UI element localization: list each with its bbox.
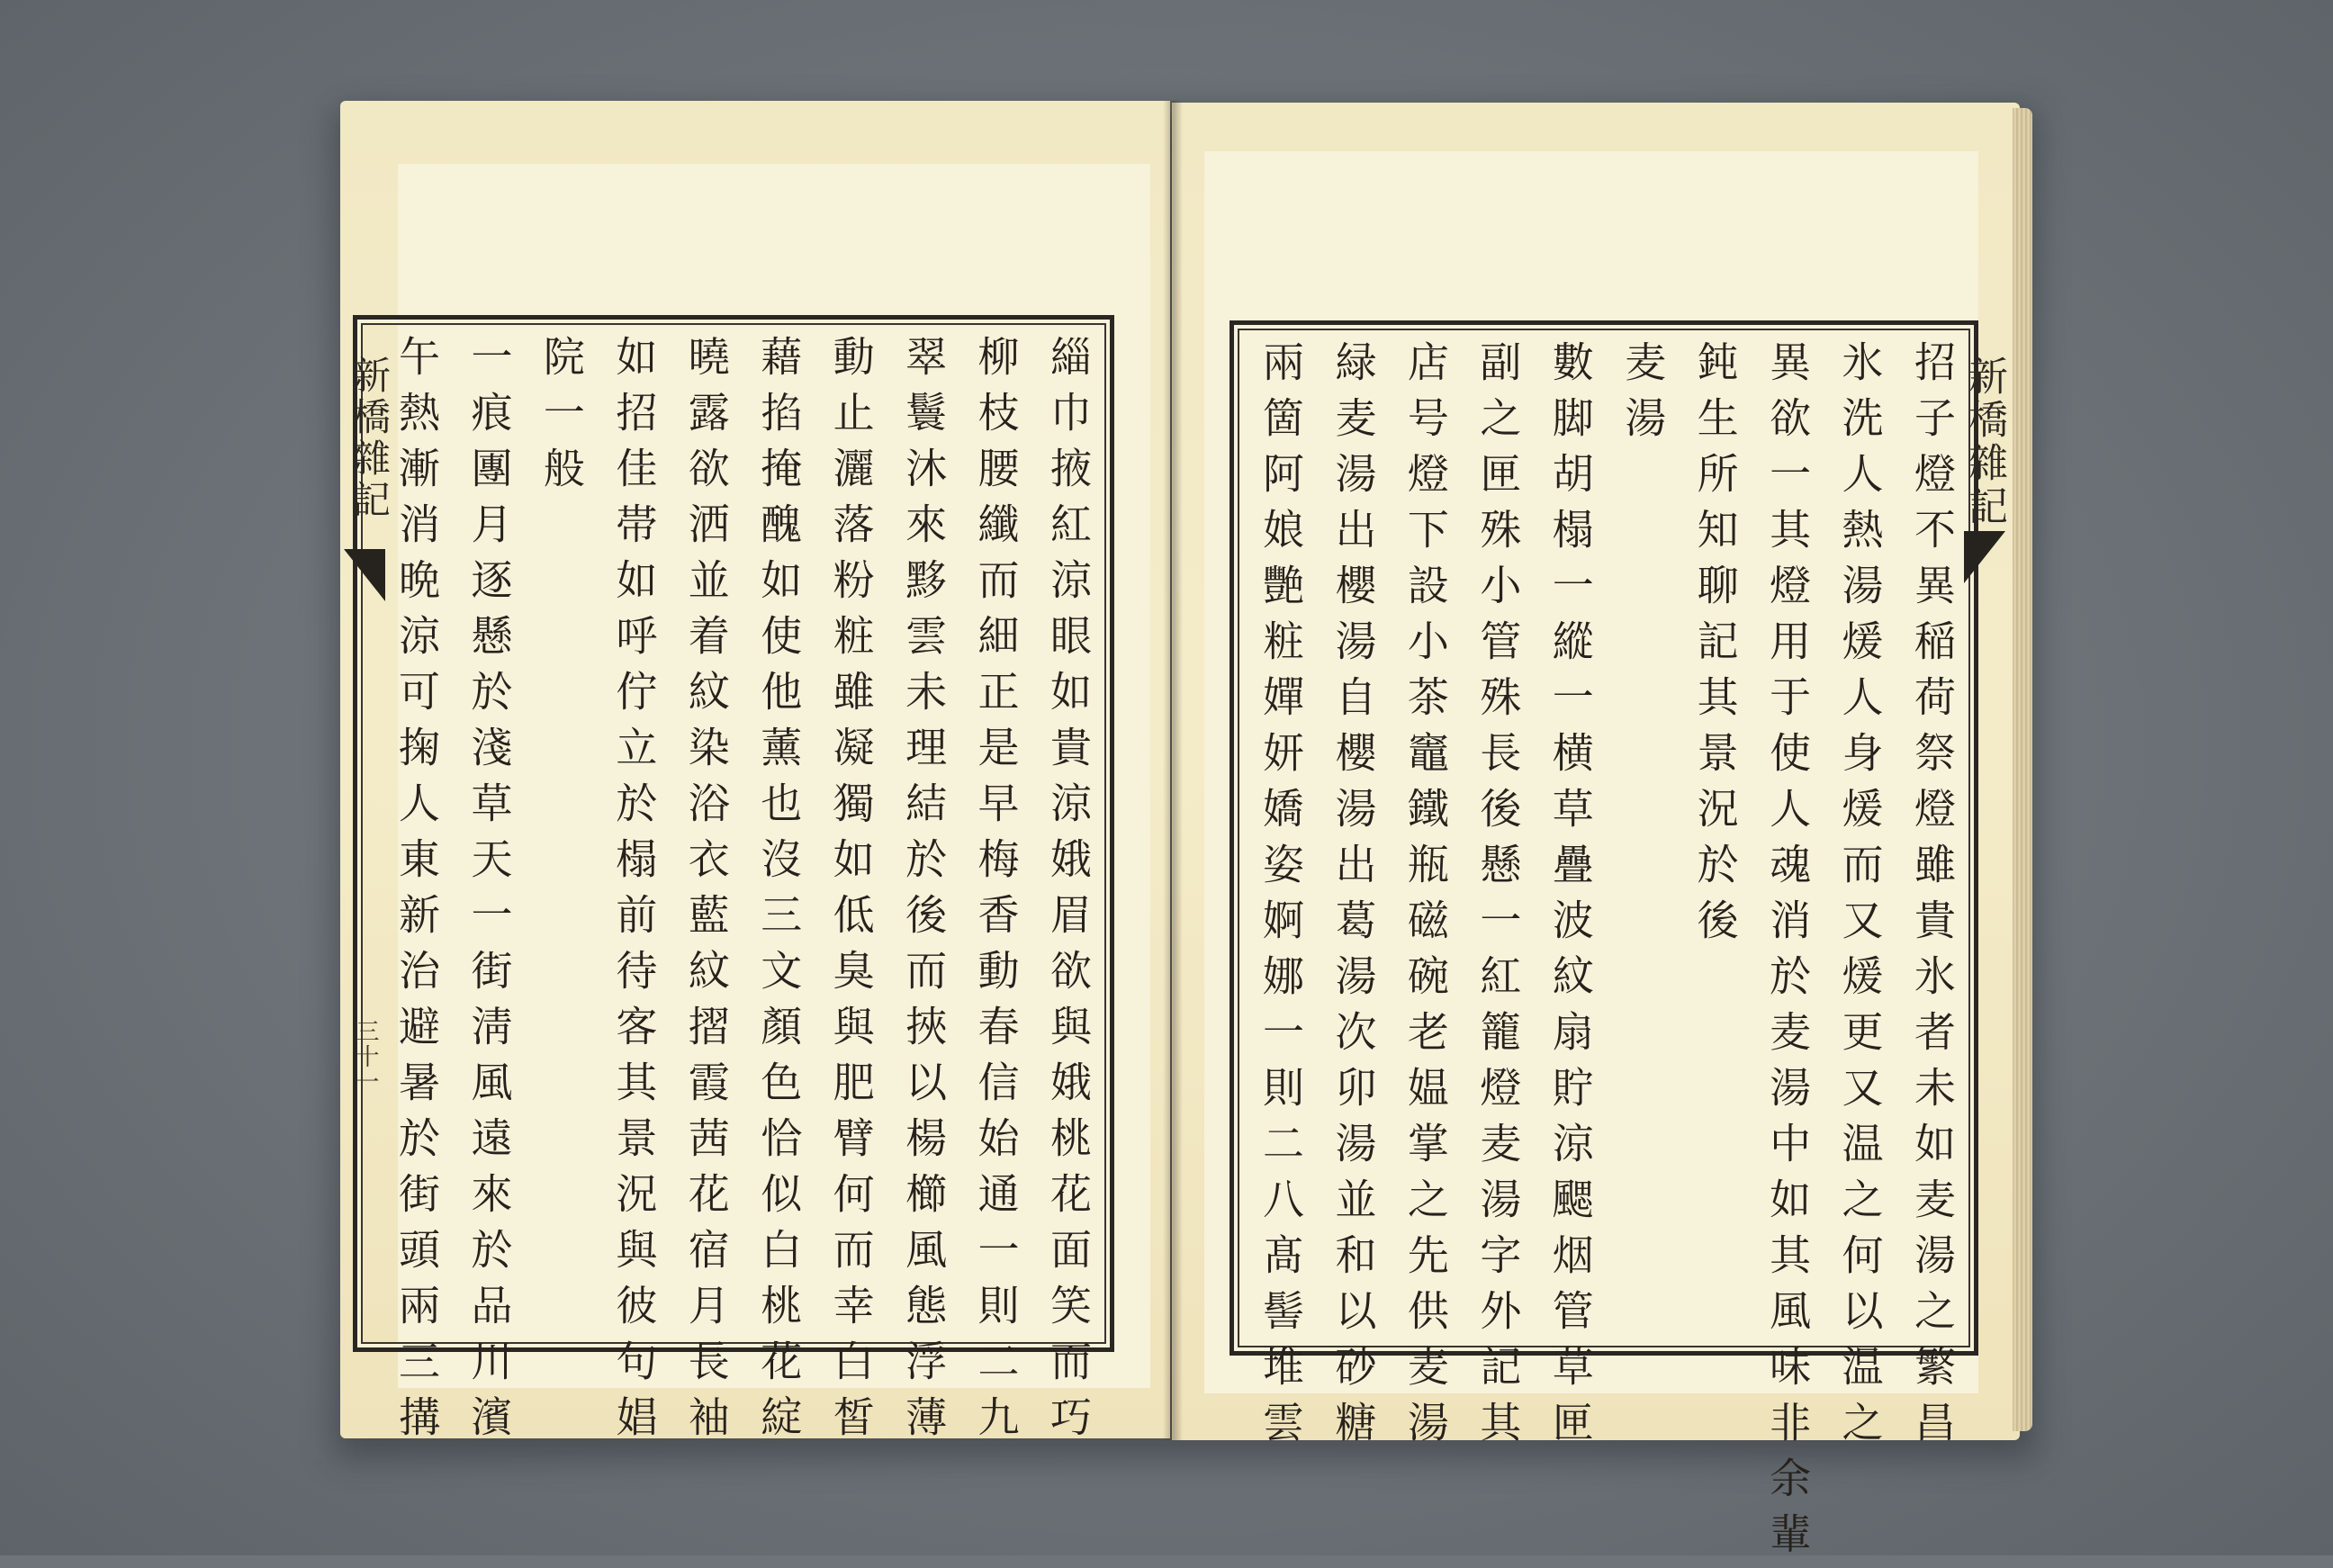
page-number: 三十一 — [352, 1019, 379, 1095]
text-column: 藉掐掩醜如使他薰也沒三文顏色恰似白桃花綻 — [754, 335, 804, 1451]
book-gutter — [1163, 101, 1183, 1440]
text-column: 院一般 — [536, 335, 586, 502]
section-heading: 麦湯 — [1618, 340, 1668, 452]
text-column: 如招佳帯如呼佇立於榻前待客其景況與彼句娼 — [609, 335, 659, 1451]
left-fold-mark — [344, 549, 385, 601]
text-column: 招子燈不異稲荷祭燈雖貴氷者未如麦湯之繁昌 — [1907, 340, 1957, 1456]
left-running-title: 新橋雜記 — [347, 356, 392, 521]
text-column: 曉露欲洒並着紋染浴衣藍紋摺霞茜花宿月長袖 — [681, 335, 731, 1451]
page-block-edge — [2013, 108, 2032, 1431]
text-column: 兩箇阿娘艷粧嬋妍嬌姿婀娜一則二八髙髻堆雲 — [1257, 340, 1305, 1456]
text-column: 翠鬟沐來黟雲未理結於後而挾以楊櫛風態浮薄 — [899, 335, 949, 1451]
text-column: 副之匣殊小管殊長後懸一紅籠燈麦湯字外記其 — [1473, 340, 1523, 1456]
right-fold-mark — [1964, 531, 2005, 583]
right-running-title: 新橋雜記 — [1961, 356, 2007, 528]
text-column: 異欲一其燈用于使人魂消於麦湯中如其風味非余輩 — [1763, 340, 1813, 1568]
left-text-columns — [392, 335, 1093, 1451]
text-column: 午熱漸消晩涼可掬人東新治避暑於街頭兩三搆 — [392, 335, 441, 1451]
right-text-columns — [1257, 340, 1957, 1568]
text-column: 店号燈下設小茶竈鐵瓶磁碗老媪掌之先供麦湯 — [1401, 340, 1450, 1456]
text-column: 鈍生所知聊記其景況於後 — [1690, 340, 1740, 954]
text-column: 動止灑落粉粧雖凝獨如低臭與肥臂何而幸白皙 — [826, 335, 876, 1451]
text-column: 緑麦湯出櫻湯自櫻湯出葛湯次卯湯並和以砂糖 — [1329, 340, 1378, 1456]
text-column: 柳枝腰纖而細正是早梅香動春信始通一則二九 — [971, 335, 1021, 1451]
text-column: 緇巾掖紅涼眼如貴涼娥眉欲與娥桃花面笑而巧 — [1043, 335, 1093, 1451]
text-column: 氷洗人熱湯煖人身煖而又煖更又温之何以温之 — [1835, 340, 1885, 1456]
text-column: 一痕團月逐懸於淺草天一街淸風遠來於品川濱 — [464, 335, 514, 1451]
text-column: 數脚胡榻一縱一横草疊波紋扇貯涼颸烟管草匣 — [1545, 340, 1595, 1456]
